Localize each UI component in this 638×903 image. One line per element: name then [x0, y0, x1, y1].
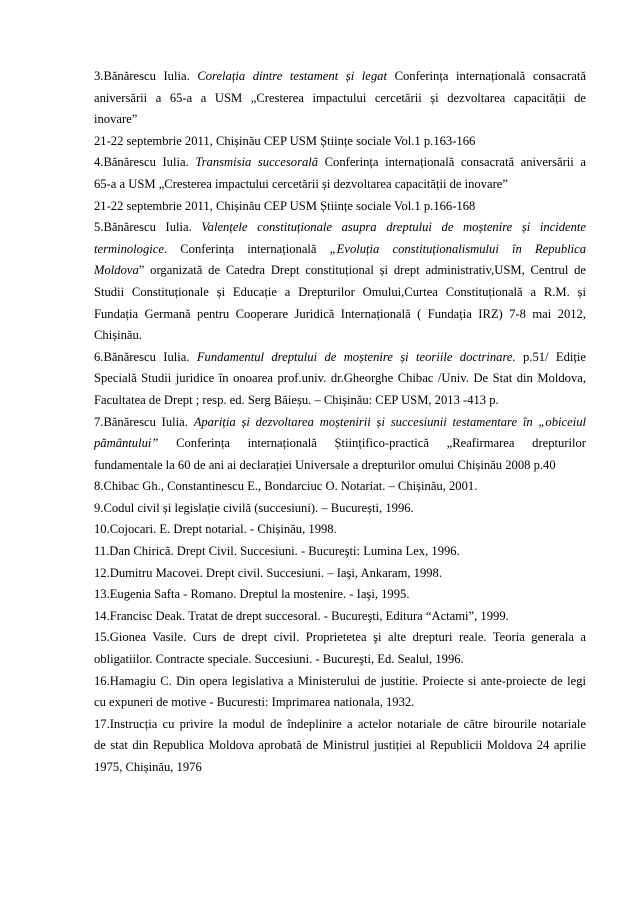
reference-entry: [94, 541, 586, 563]
reference-text: 17.Instrucția cu privire la modul de îndeplinire a actelor notariale de către birourile notariale: [94, 716, 586, 731]
reference-line: [94, 196, 586, 218]
reference-text: 21-22 septembrie 2011, Chișinău CEP USM Științe sociale Vol.1 p.166-168: [94, 198, 476, 213]
reference-title-text: Apariția și dezvoltarea moștenirii și succesiunii testamentare în „obiceiul: [193, 414, 586, 429]
reference-line: [94, 109, 586, 131]
reference-line: [94, 498, 586, 520]
reference-entry: [94, 563, 586, 585]
reference-line: [94, 692, 586, 714]
reference-line: [94, 368, 586, 390]
reference-title-text: Valențele constituționale asupra dreptului de moștenire și incidente: [201, 220, 587, 235]
reference-text: 10.Cojocari. E. Drept notarial. - Chișinău, 1998.: [94, 522, 337, 537]
reference-entry: [94, 671, 586, 714]
reference-text: 1975, Chișinău, 1976: [94, 760, 202, 774]
reference-title-text: Transmisia succesorală: [195, 155, 319, 170]
reference-text: 15.Gionea Vasile. Curs de drept civil. Proprietetea şi alte drepturi reale. Teoria generala a: [94, 630, 586, 645]
reference-text: 16.Hamagiu C. Din opera legislativa a Ministerului de justitie. Proiecte si ante-proiecte de legi: [94, 673, 586, 688]
reference-text: 12.Dumitru Macovei. Drept civil. Succesiuni. – Iaşi, Ankaram, 1998.: [94, 565, 443, 580]
reference-line: [94, 455, 586, 477]
reference-text: 5.Bănărescu Iulia.: [94, 220, 202, 235]
reference-line: [94, 282, 586, 304]
reference-line: [94, 390, 586, 412]
reference-entry: [94, 347, 586, 412]
reference-title-text: Fundamentul dreptului de moștenire și teoriile doctrinare.: [196, 349, 516, 364]
reference-text: inovare”: [94, 112, 138, 127]
reference-entry: [94, 152, 586, 217]
reference-title-text: Moldova: [94, 263, 139, 278]
reference-text: aniversării a 65-a a USM „Cresterea impactului cercetării și dezvoltarea capacității de: [94, 90, 586, 105]
reference-line: [94, 627, 586, 649]
reference-text: obligatiilor. Contracte speciale. Succesiuni. - Bucureşti, Ed. Sealul, 1996.: [94, 652, 464, 667]
reference-line: [94, 649, 586, 671]
reference-text: 13.Eugenia Safta - Romano. Dreptul la mostenire. - Iaşi, 1995.: [94, 587, 410, 602]
reference-text: 11.Dan Chiricã. Drept Civil. Succesiuni. - Bucureşti: Lumina Lex, 1996.: [94, 544, 460, 559]
reference-line: [94, 735, 586, 757]
reference-line: [94, 88, 586, 110]
reference-text: Facultatea de Drept ; resp. ed. Serg Băieșu. – Chișinău: CEP USM, 2013 -413 p.: [94, 392, 499, 407]
reference-entry: [94, 519, 586, 541]
reference-text: cu expuneri de motive - Bucuresti: Imprimarea nationala, 1932.: [94, 695, 415, 710]
reference-text: Conferința internațională consacrată: [386, 69, 586, 83]
reference-line: [94, 412, 586, 434]
reference-entry: [94, 412, 586, 477]
reference-line: [94, 304, 586, 326]
reference-line: [94, 671, 586, 693]
reference-entry: [94, 627, 586, 670]
reference-line: [94, 131, 586, 153]
reference-entry: [94, 66, 586, 152]
reference-text: de stat din Republica Moldova aprobată de Ministrul justiției al Republicii Moldova 24 aprilie: [94, 738, 586, 753]
reference-title-text: Corelația dintre testament și legat: [197, 69, 387, 83]
reference-line: [94, 217, 586, 239]
reference-text: 7.Bănărescu Iulia.: [94, 414, 194, 429]
reference-line: [94, 347, 586, 369]
reference-text: 8.Chibac Gh., Constantinescu E., Bondarciuc O. Notariat. – Chișinău, 2001.: [94, 479, 478, 494]
reference-line: [94, 541, 586, 563]
reference-text: p.51/ Ediție: [515, 349, 586, 364]
reference-text: Conferința internațională Științifico-practică „Reafirmarea drepturilor: [158, 436, 586, 451]
reference-title-text: terminologice: [94, 241, 164, 256]
reference-text: 65-a a USM „Cresterea impactului cercetării și dezvoltarea capacității de inovare”: [94, 176, 508, 191]
reference-text: Chișinău.: [94, 328, 142, 343]
reference-line: [94, 476, 586, 498]
reference-text: 6.Bănărescu Iulia.: [94, 349, 197, 364]
reference-line: [94, 584, 586, 606]
reference-line: [94, 260, 586, 282]
reference-text: ” organizată de Catedra Drept constituțional și drept administrativ,USM, Centrul de: [138, 263, 586, 278]
reference-entry: [94, 606, 586, 628]
reference-text: 4.Bănărescu Iulia.: [94, 155, 196, 170]
reference-line: [94, 66, 586, 88]
reference-entry: [94, 217, 586, 347]
reference-line: [94, 757, 586, 779]
reference-text: fundamentale la 60 de ani ai declarației Universale a drepturilor omului Chișinău 2008 p.40: [94, 457, 556, 472]
reference-text: Specială Studii juridice în onoarea prof.univ. dr.Gheorghe Chibac /Univ. De Stat din Moldova,: [94, 371, 586, 386]
reference-text: Fundația Germană pentru Cooperare Juridică Internațională ( Fundația IRZ) 7-8 mai 2012,: [94, 306, 586, 321]
reference-line: [94, 152, 586, 174]
reference-text: 14.Francisc Deak. Tratat de drept succesoral. - Bucureşti, Editura “Actami”, 1999.: [94, 608, 509, 623]
reference-entry: [94, 714, 586, 779]
reference-line: [94, 433, 586, 455]
reference-line: [94, 325, 586, 347]
reference-text: . Conferința internațională: [163, 241, 330, 256]
reference-entry: [94, 584, 586, 606]
reference-text: 21-22 septembrie 2011, Chișinău CEP USM Științe sociale Vol.1 p.163-166: [94, 133, 476, 148]
reference-title-text: pământului”: [94, 436, 159, 451]
reference-text: 3.Bănărescu Iulia.: [94, 69, 198, 83]
reference-list: [94, 66, 586, 779]
reference-line: [94, 606, 586, 628]
reference-line: [94, 519, 586, 541]
reference-line: [94, 563, 586, 585]
reference-entry: [94, 498, 586, 520]
reference-text: Conferința internațională consacrată aniversării a: [318, 155, 586, 170]
reference-line: [94, 174, 586, 196]
reference-text: 9.Codul civil și legislație civilă (succesiuni). – București, 1996.: [94, 500, 414, 515]
reference-line: [94, 239, 586, 261]
reference-line: [94, 714, 586, 736]
reference-entry: [94, 476, 586, 498]
reference-title-text: „Evoluția constituționalismului în Republica: [329, 241, 586, 256]
reference-text: Studii Constituționale și Educație a Drepturilor Omului,Curtea Constituțională a R.M. și: [94, 284, 586, 299]
